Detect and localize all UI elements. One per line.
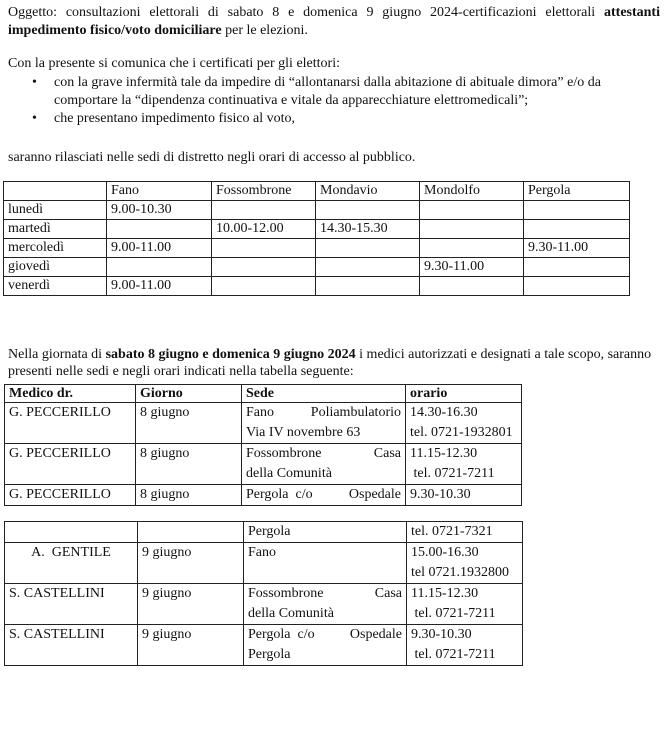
sede-part: Ospedale (349, 627, 402, 642)
schedule-day: mercoledì (4, 239, 107, 258)
medici-header-cell: orario (406, 385, 522, 403)
medici-row (5, 444, 522, 485)
medico-giorno: 9 giugno (138, 625, 244, 666)
intro-text: Con la presente si comunica che i certificati per gli elettori: (8, 56, 340, 71)
schedule-row (4, 258, 630, 277)
schedule-cell: 14.30-15.30 (316, 220, 420, 239)
sede-line: Pergola (248, 647, 291, 662)
subject-prefix: Oggetto: consultazioni elettorali di sabato 8 e domenica 9 giugno 2024-certificazioni elettorali (8, 5, 604, 20)
medici-row (5, 625, 523, 666)
schedule-cell (316, 201, 420, 220)
orario-line: 11.15-12.30 (410, 446, 478, 461)
schedule-header-cell: Mondolfo (420, 182, 524, 201)
schedule-cell (420, 277, 524, 296)
schedule-cell: 9.00-10.30 (107, 201, 212, 220)
medico-sede (244, 625, 407, 666)
bullet-text: che presentano impedimento fisico al voto, (54, 111, 296, 126)
giornata-dates: sabato 8 giugno e domenica 9 giugno 2024 (105, 347, 356, 362)
schedule-table (3, 181, 630, 296)
medici-row (5, 543, 523, 584)
sede-line: della Comunità (246, 466, 332, 481)
schedule-row (4, 201, 630, 220)
schedule-cell: 9.00-11.00 (107, 239, 212, 258)
sede-line: Via IV novembre 63 (246, 425, 361, 440)
sede-line (246, 403, 401, 423)
schedule-cell (420, 220, 524, 239)
sede-line (246, 485, 401, 505)
schedule-header-cell: Mondavio (316, 182, 420, 201)
schedule-cell (524, 277, 630, 296)
sede-part: Poliambulatorio (310, 405, 401, 420)
schedule-cell: 9.30-11.00 (524, 239, 630, 258)
schedule-cell: 10.00-12.00 (212, 220, 316, 239)
medici-table-continued (4, 521, 523, 666)
tel-line: tel. 0721-7211 (411, 647, 496, 662)
schedule-day: venerdì (4, 277, 107, 296)
medici-row (5, 485, 522, 506)
orario-line: 9.30-10.30 (411, 627, 472, 642)
medico-giorno (138, 522, 244, 543)
medico-name: S. CASTELLINI (5, 584, 138, 625)
tel-line: tel 0721.1932800 (411, 565, 509, 580)
medico-sede: Fano (244, 543, 407, 584)
medico-orario (407, 625, 523, 666)
medici-header-row (5, 385, 522, 403)
sede-part: Casa (373, 446, 401, 461)
giornata-text-2: i medici autorizzati e designati a tale scopo, saranno presenti nelle sedi e negli orari indicati nella tabella seguente: (8, 347, 652, 379)
medico-orario (406, 444, 522, 485)
subject-suffix: per le elezioni. (221, 23, 308, 38)
medico-name: G. PECCERILLO (5, 485, 136, 506)
rilascio-text: saranno rilasciati nelle sedi di distretto negli orari di accesso al pubblico. (8, 150, 416, 165)
giornata-text-1: Nella giornata di (8, 347, 106, 362)
schedule-header-cell: Fano (107, 182, 212, 201)
medico-orario (406, 403, 522, 444)
bullet-item (32, 110, 632, 128)
sede-part: Pergola c/o (248, 627, 315, 642)
subject-bold: attestanti impedimento fisico/voto domiciliare (8, 5, 660, 38)
sede-line (246, 444, 401, 464)
bullet-icon: • (32, 75, 37, 90)
sede-part: Casa (374, 586, 402, 601)
schedule-cell: 9.30-11.00 (420, 258, 524, 277)
bullet-text: con la grave infermità tale da impedire di “allontanarsi dalla abitazione di abituale dimora” e/o da comportare la “dipendenza continuativa e vitale da apparecchiature elettromedicali”; (54, 75, 601, 108)
giornata-paragraph (8, 346, 660, 380)
schedule-cell (107, 220, 212, 239)
medico-giorno: 8 giugno (136, 485, 242, 506)
tel-line: tel. 0721-7211 (410, 466, 495, 481)
schedule-header-cell: Pergola (524, 182, 630, 201)
sede-part: Pergola c/o (246, 487, 313, 502)
medico-orario (407, 584, 523, 625)
schedule-row (4, 239, 630, 258)
schedule-cell (524, 201, 630, 220)
subject-paragraph (8, 4, 660, 40)
bullet-icon: • (32, 111, 37, 126)
medico-sede (242, 485, 406, 506)
schedule-cell (107, 258, 212, 277)
orario-line: 11.15-12.30 (411, 586, 479, 601)
schedule-cell (316, 258, 420, 277)
schedule-cell (420, 201, 524, 220)
medico-orario: 9.30-10.30 (406, 485, 522, 506)
schedule-row (4, 277, 630, 296)
schedule-day: martedì (4, 220, 107, 239)
medico-sede (242, 444, 406, 485)
medico-name: G. PECCERILLO (5, 403, 136, 444)
medico-name: S. CASTELLINI (5, 625, 138, 666)
medici-table (4, 384, 522, 506)
sede-line (248, 584, 402, 604)
medici-row (5, 403, 522, 444)
medico-giorno: 9 giugno (138, 584, 244, 625)
sede-part: Fossombrone (248, 586, 324, 601)
schedule-cell (524, 220, 630, 239)
medico-giorno: 8 giugno (136, 403, 242, 444)
schedule-cell (524, 258, 630, 277)
medico-name (5, 522, 138, 543)
schedule-cell (420, 239, 524, 258)
medico-sede (244, 584, 407, 625)
bullet-list (32, 74, 632, 128)
schedule-cell (212, 277, 316, 296)
schedule-cell (212, 201, 316, 220)
medici-header-cell: Medico dr. (5, 385, 136, 403)
medici-row (5, 522, 523, 543)
schedule-header-cell: Fossombrone (212, 182, 316, 201)
schedule-header-cell (4, 182, 107, 201)
medico-sede: Pergola (244, 522, 407, 543)
sede-line: della Comunità (248, 606, 334, 621)
sede-part: Fano (246, 405, 274, 420)
medico-giorno: 8 giugno (136, 444, 242, 485)
medici-row (5, 584, 523, 625)
medici-header-cell: Sede (242, 385, 406, 403)
schedule-cell: 9.00-11.00 (107, 277, 212, 296)
medico-giorno: 9 giugno (138, 543, 244, 584)
medico-name: G. PECCERILLO (5, 444, 136, 485)
schedule-header-row (4, 182, 630, 201)
medico-name: A. GENTILE (5, 543, 138, 584)
sede-part: Ospedale (348, 487, 401, 502)
medico-sede (242, 403, 406, 444)
schedule-cell (316, 277, 420, 296)
orario-line: 15.00-16.30 (411, 545, 479, 560)
medico-orario: tel. 0721-7321 (407, 522, 523, 543)
medici-header-cell: Giorno (136, 385, 242, 403)
sede-part: Fossombrone (246, 446, 322, 461)
schedule-cell (316, 239, 420, 258)
schedule-cell (212, 258, 316, 277)
schedule-row (4, 220, 630, 239)
medico-orario (407, 543, 523, 584)
schedule-cell (212, 239, 316, 258)
sede-line (248, 625, 402, 645)
orario-line: 14.30-16.30 (410, 405, 478, 420)
tel-line: tel. 0721-1932801 (410, 425, 513, 440)
tel-line: tel. 0721-7211 (411, 606, 496, 621)
schedule-day: giovedì (4, 258, 107, 277)
bullet-item (32, 74, 632, 110)
schedule-day: lunedì (4, 201, 107, 220)
